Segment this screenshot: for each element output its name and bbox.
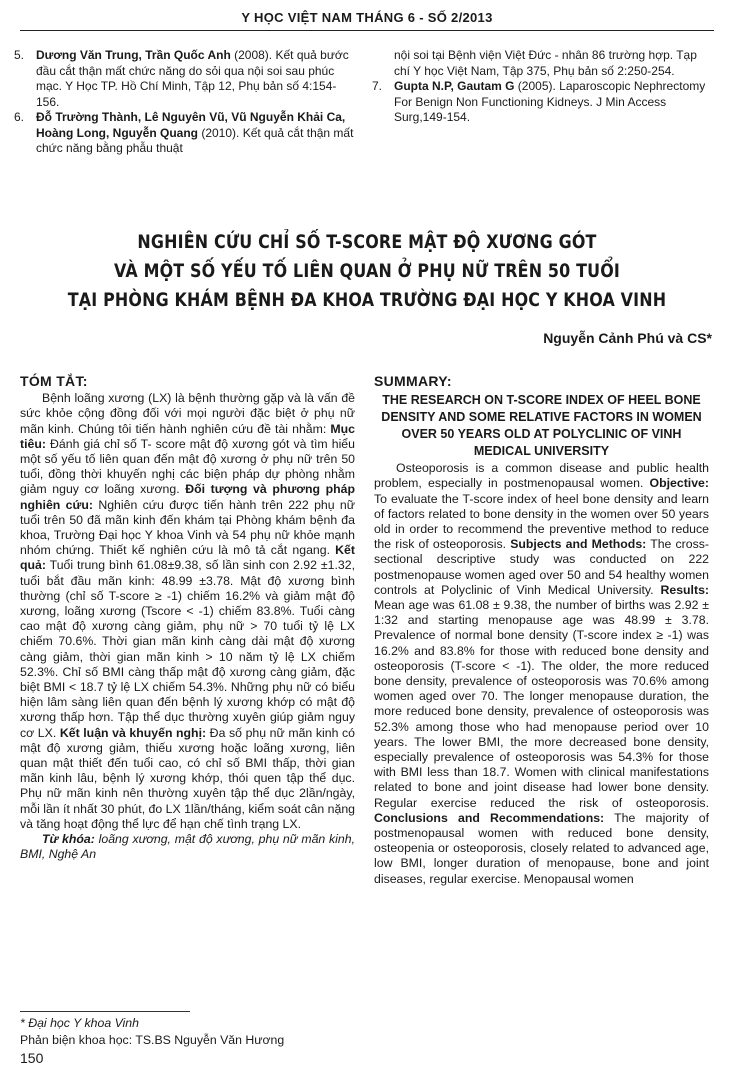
references-left bbox=[14, 48, 356, 157]
summary-text: The majority of postmenopausal women with reduced bone density, osteopenia or osteoporosis, closely related to advanced age, low BMI, longer duration of menopause, bone and joint diseases, regular exercise. Menopausal women bbox=[374, 810, 709, 886]
footnote-affiliation: * Đại học Y khoa Vinh bbox=[20, 1016, 139, 1030]
article-title bbox=[51, 228, 682, 315]
abstract-text: Bệnh loãng xương (LX) là bệnh thường gặp và là vấn đề sức khỏe cộng đồng đối với mọi người đặc biệt ở phụ nữ mãn kinh. Chúng tôi tiến hành nghiên cứu đề tài nhằm: bbox=[20, 391, 355, 436]
summary-text: Osteoporosis is a common disease and public health problem, especially in postmenopausal women. bbox=[374, 461, 709, 491]
summary-text: Mean age was 61.08 ± 9.38, the number of births was 2.92 ± 1:32 and starting menopause age was 48.99 ± 3.78. Prevalence of normal bone density (T-score index ≥ -1) was 16.2% and 83.8% for those with reduced bone density and osteoporosis (T-score < -1). The older, the more reduced bone density, prevalence of osteoporosis was 70.6% among women aged over 70. The longer menopause duration, the more reduced bone density, prevalence of osteoporosis was 52.3% among those who had menopause period over 10 years. The lower BMI, the more decreased bone density, especially prevalence of osteoporosis was 54.3% for those with BMI less than 18.7. Women with clinical manifestations related to bone and joint disease had lower bone density. Regular exercise reduced the risk of osteoporosis. bbox=[374, 598, 709, 810]
english-summary bbox=[374, 374, 709, 887]
reference-5 bbox=[14, 48, 356, 110]
journal-header: Y HỌC VIỆT NAM THÁNG 6 - SỐ 2/2013 bbox=[20, 8, 714, 31]
reference-text: (2010). Kết quả cắt thận mất chức năng bằng phẫu thuật bbox=[36, 125, 354, 155]
abstract-text: Đa số phụ nữ mãn kinh có mật độ xương giảm, thiếu xương hoặc loãng xương, liên quan mật thiết đến tuổi cao, có chỉ số BMI thấp, thời gian mãn kinh lâu, bệnh lý xương khớp, thói quen tập thể dục. Phụ nữ mãn kinh nên thường xuyên tập thể dục 2lần/ngày, mỗi lần ít nhất 30 phút, đo LX 1lần/tháng, kiểm soát cân nặng và tăng hoạt động thể lực để hạn chế tình trạng LX. bbox=[20, 725, 355, 831]
summary-title: THE RESEARCH ON T-SCORE INDEX OF HEEL BONE DENSITY AND SOME RELATIVE FACTORS IN WOMEN OVER 50 YEARS OLD AT POLYCLINIC OF VINH MEDICAL UNIVERSITY bbox=[381, 393, 702, 459]
reference-number: 6. bbox=[14, 110, 25, 124]
reference-6-continued bbox=[372, 48, 712, 79]
title-line-3: TẠI PHÒNG KHÁM BỆNH ĐA KHOA TRƯỜNG ĐẠI HỌC Y KHOA VINH bbox=[67, 290, 667, 311]
vietnamese-abstract bbox=[20, 374, 355, 863]
abstract-body bbox=[20, 391, 355, 832]
abstract-label-methods: Đối tượng và phương pháp nghiên cứu: bbox=[20, 482, 356, 512]
summary-text: The cross-sectional descriptive study was conducted on 222 postmenopause women aged over 50 and 54 healthy women controls at Polyclinic of Vinh Medical University. bbox=[374, 537, 710, 597]
abstract-heading: TÓM TẮT: bbox=[20, 373, 88, 389]
reference-text: (2005). Laparoscopic Nephrectomy For Benign Non Functioning Kidneys. J Min Access Surg,149-154. bbox=[394, 79, 706, 124]
references-right bbox=[372, 48, 712, 126]
reference-number: 5. bbox=[14, 48, 25, 62]
summary-label-results: Results: bbox=[660, 582, 709, 597]
summary-label-methods: Subjects and Methods: bbox=[510, 537, 647, 552]
summary-label-objective: Objective: bbox=[649, 476, 709, 491]
reference-authors: Đỗ Trường Thành, Lê Nguyên Vũ, Vũ Nguyễn Khải Ca, Hoàng Long, Nguyễn Quang bbox=[36, 110, 346, 140]
abstract-text: Đánh giá chỉ số T- score mật độ xương gót và tìm hiểu một số yếu tố liên quan đến mật độ xương ở phụ nữ trên 50 tuổi, đồng thời khuyến nghị các biện pháp dự phòng nhằm giảm nguy cơ loãng xương. bbox=[20, 436, 355, 497]
reference-authors: Gupta N.P, Gautam G bbox=[394, 79, 515, 93]
abstract-text: Nghiên cứu được tiến hành trên 222 phụ nữ tuổi trên 50 đã mãn kinh đến khám tại Phòng khám bệnh đa khoa, Trường Đại học Y khoa Vinh và 54 phụ nữ khỏe mạnh nhóm chứng. Thiết kế nghiên cứu là mô tả cắt ngang. bbox=[20, 497, 355, 558]
summary-body bbox=[374, 461, 709, 887]
keywords bbox=[20, 832, 355, 862]
reference-text: nội soi tại Bệnh viện Việt Đức - nhân 86 trường hợp. Tạp chí Y học Việt Nam, Tập 375, Phụ bản số 2:250-254. bbox=[394, 48, 697, 78]
summary-heading: SUMMARY: bbox=[374, 373, 452, 389]
footnote-reviewer: Phản biện khoa học: TS.BS Nguyễn Văn Hương bbox=[20, 1033, 285, 1047]
reference-number: 7. bbox=[372, 79, 383, 93]
abstract-label-results: Kết quả: bbox=[20, 543, 355, 573]
keywords-label: Từ khóa: bbox=[42, 832, 95, 847]
reference-6 bbox=[14, 110, 356, 157]
summary-text: To evaluate the T-score index of heel bone density and learn of factors related to bone density in the women over 50 years old in order to recommend the preventive method to reduce the risk of osteoporosis. bbox=[374, 491, 709, 552]
reference-7 bbox=[372, 79, 712, 126]
article-author: Nguyễn Cảnh Phú và CS* bbox=[543, 330, 712, 346]
title-line-2: VÀ MỘT SỐ YẾU TỐ LIÊN QUAN Ở PHỤ NỮ TRÊN 50 TUỔI bbox=[113, 261, 621, 282]
abstract-label-conclusion: Kết luận và khuyến nghị: bbox=[59, 725, 207, 740]
keywords-text: loãng xương, mật độ xương, phụ nữ mãn kinh, BMI, Nghệ An bbox=[20, 832, 355, 862]
page-number: 150 bbox=[20, 1050, 44, 1066]
reference-authors: Dương Văn Trung, Trần Quốc Anh bbox=[36, 48, 231, 62]
abstract-text: Tuổi trung bình 61.08±9.38, số lần sinh con 2.92 ±1.32, tuổi bắt đầu mãn kinh: 48.99 ±3.78. Mật độ xương bình thường (chỉ số T-score ≥ -1) chiếm 16.2% và giảm mật độ xương, loãng xương (Tscore < -1) chiếm 83.8%. Tuổi càng cao mật độ xương càng giảm, phụ nữ > 70 tuổi tỷ lệ LX chiếm 70.6%. Thời gian mãn kinh càng dài mật độ xương càng giảm, thời gian mãn kinh > 10 năm tỷ lệ LX chiếm 52.3%. Chỉ số BMI càng thấp mật độ xương càng giảm, đặc biệt BMI < 18.7 tỷ lệ LX chiếm 54.3%. Những phụ nữ có biểu hiện lâm sàng liên quan đến bệnh lý xương khớp có mật độ xương thấp hơn. Tập thể dục thường xuyên giúp giảm nguy cơ LX. bbox=[20, 558, 355, 740]
abstract-label-objective: Mục tiêu: bbox=[20, 421, 355, 451]
summary-label-conclusions: Conclusions and Recommendations: bbox=[374, 810, 605, 825]
reference-text: (2008). Kết quả bước đầu cắt thận mất chức năng do sỏi qua nội soi sau phúc mạc. Y Học TP. Hồ Chí Minh, Tập 12, Phụ bản số 4:154- 156. bbox=[36, 48, 349, 109]
title-line-1: NGHIÊN CỨU CHỈ SỐ T-SCORE MẬT ĐỘ XƯƠNG GÓT bbox=[137, 232, 597, 253]
footnote-divider bbox=[20, 1011, 190, 1012]
